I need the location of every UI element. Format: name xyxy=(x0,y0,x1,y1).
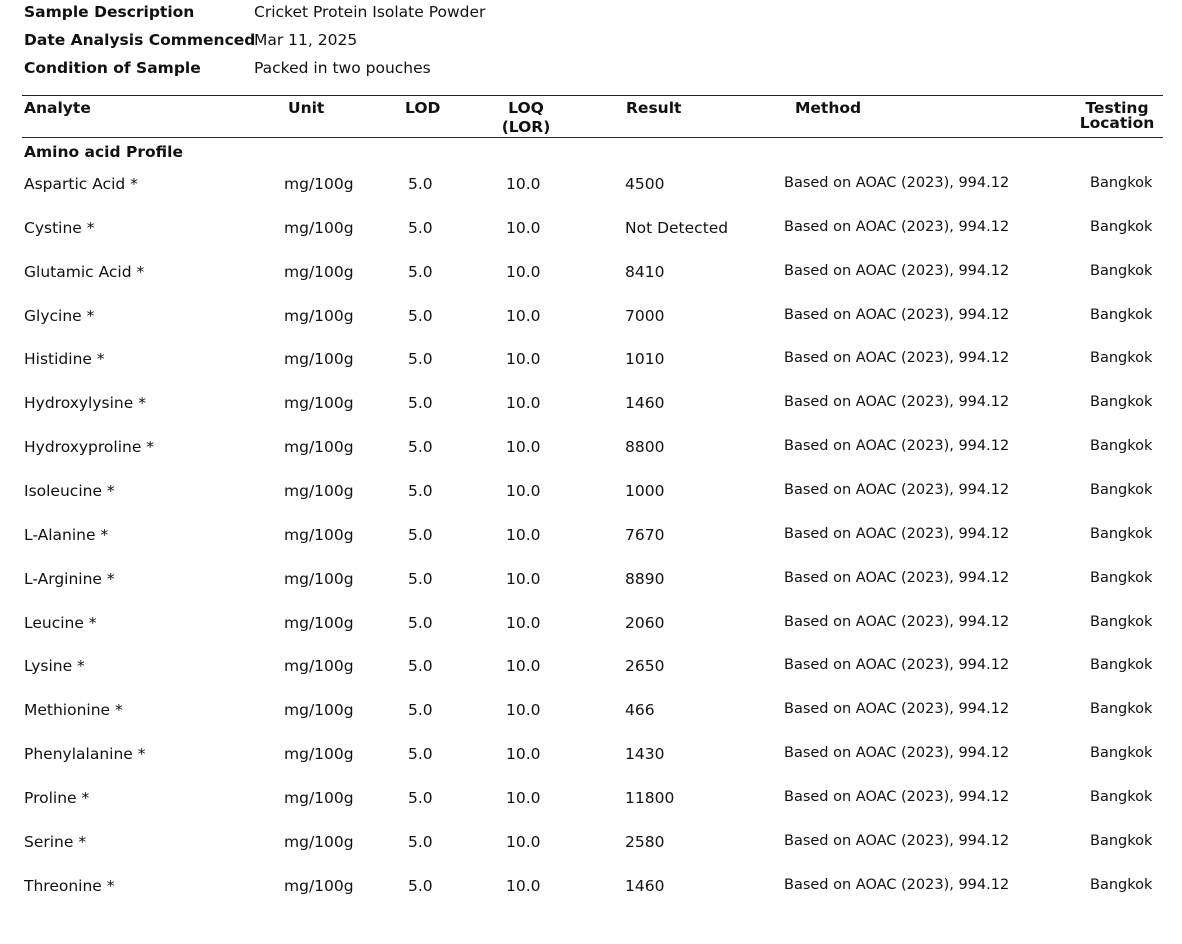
testing-location-cell: Bangkok xyxy=(1090,701,1153,717)
lod-cell: 5.0 xyxy=(408,877,433,895)
lod-cell: 5.0 xyxy=(408,833,433,851)
result-cell: 2580 xyxy=(625,833,665,851)
loq-cell: 10.0 xyxy=(506,219,541,237)
method-cell: Based on AOAC (2023), 994.12 xyxy=(784,175,1010,191)
loq-cell: 10.0 xyxy=(506,175,541,193)
testing-location-cell: Bangkok xyxy=(1090,482,1153,498)
table-row xyxy=(0,219,1182,241)
testing-location-cell: Bangkok xyxy=(1090,833,1153,849)
unit-cell: mg/100g xyxy=(284,307,354,325)
method-cell: Based on AOAC (2023), 994.12 xyxy=(784,701,1010,717)
table-row xyxy=(0,614,1182,636)
analyte-cell: Hydroxylysine * xyxy=(24,394,146,412)
table-row xyxy=(0,438,1182,460)
result-cell: 1010 xyxy=(625,350,665,368)
result-cell: 1000 xyxy=(625,482,665,500)
loq-cell: 10.0 xyxy=(506,833,541,851)
unit-cell: mg/100g xyxy=(284,175,354,193)
lod-cell: 5.0 xyxy=(408,789,433,807)
testing-location-cell: Bangkok xyxy=(1090,219,1153,235)
method-cell: Based on AOAC (2023), 994.12 xyxy=(784,438,1010,454)
table-row xyxy=(0,570,1182,592)
unit-cell: mg/100g xyxy=(284,482,354,500)
header-location-line2: Location xyxy=(1079,114,1155,132)
table-row xyxy=(0,263,1182,285)
analyte-cell: Methionine * xyxy=(24,701,123,719)
table-row xyxy=(0,789,1182,811)
analyte-cell: Leucine * xyxy=(24,614,97,632)
lod-cell: 5.0 xyxy=(408,570,433,588)
testing-location-cell: Bangkok xyxy=(1090,614,1153,630)
loq-cell: 10.0 xyxy=(506,526,541,544)
method-cell: Based on AOAC (2023), 994.12 xyxy=(784,657,1010,673)
lod-cell: 5.0 xyxy=(408,175,433,193)
section-title-amino-acid-profile: Amino acid Profile xyxy=(24,143,183,161)
analyte-cell: Isoleucine * xyxy=(24,482,115,500)
unit-cell: mg/100g xyxy=(284,350,354,368)
result-cell: 8800 xyxy=(625,438,665,456)
analyte-cell: Lysine * xyxy=(24,657,85,675)
testing-location-cell: Bangkok xyxy=(1090,438,1153,454)
loq-cell: 10.0 xyxy=(506,745,541,763)
loq-cell: 10.0 xyxy=(506,263,541,281)
testing-location-cell: Bangkok xyxy=(1090,570,1153,586)
method-cell: Based on AOAC (2023), 994.12 xyxy=(784,570,1010,586)
result-cell: 1460 xyxy=(625,877,665,895)
analyte-cell: L-Arginine * xyxy=(24,570,115,588)
testing-location-cell: Bangkok xyxy=(1090,394,1153,410)
result-cell: 2650 xyxy=(625,657,665,675)
header-testing-location xyxy=(1076,100,1158,131)
unit-cell: mg/100g xyxy=(284,394,354,412)
result-cell: 1460 xyxy=(625,394,665,412)
lod-cell: 5.0 xyxy=(408,307,433,325)
method-cell: Based on AOAC (2023), 994.12 xyxy=(784,745,1010,761)
analyte-cell: Hydroxyproline * xyxy=(24,438,155,456)
loq-cell: 10.0 xyxy=(506,657,541,675)
result-cell: 4500 xyxy=(625,175,665,193)
lod-cell: 5.0 xyxy=(408,350,433,368)
table-row xyxy=(0,657,1182,679)
analyte-cell: Histidine * xyxy=(24,350,105,368)
result-cell: 8410 xyxy=(625,263,665,281)
table-top-rule xyxy=(22,95,1163,96)
table-row xyxy=(0,482,1182,504)
lod-cell: 5.0 xyxy=(408,657,433,675)
analyte-cell: Threonine * xyxy=(24,877,115,895)
table-header-rule xyxy=(22,137,1163,138)
testing-location-cell: Bangkok xyxy=(1090,350,1153,366)
unit-cell: mg/100g xyxy=(284,614,354,632)
analyte-cell: Glutamic Acid * xyxy=(24,263,145,281)
loq-cell: 10.0 xyxy=(506,614,541,632)
result-cell: 7670 xyxy=(625,526,665,544)
method-cell: Based on AOAC (2023), 994.12 xyxy=(784,789,1010,805)
testing-location-cell: Bangkok xyxy=(1090,745,1153,761)
condition-of-sample-label: Condition of Sample xyxy=(24,59,201,77)
loq-cell: 10.0 xyxy=(506,350,541,368)
unit-cell: mg/100g xyxy=(284,701,354,719)
loq-cell: 10.0 xyxy=(506,394,541,412)
result-cell: 7000 xyxy=(625,307,665,325)
analyte-cell: Proline * xyxy=(24,789,90,807)
lod-cell: 5.0 xyxy=(408,394,433,412)
unit-cell: mg/100g xyxy=(284,745,354,763)
result-cell: 2060 xyxy=(625,614,665,632)
table-row xyxy=(0,526,1182,548)
result-cell: 8890 xyxy=(625,570,665,588)
method-cell: Based on AOAC (2023), 994.12 xyxy=(784,526,1010,542)
unit-cell: mg/100g xyxy=(284,657,354,675)
header-loq xyxy=(496,100,556,135)
method-cell: Based on AOAC (2023), 994.12 xyxy=(784,350,1010,366)
date-analysis-label: Date Analysis Commenced xyxy=(24,31,256,49)
testing-location-cell: Bangkok xyxy=(1090,307,1153,323)
table-row xyxy=(0,350,1182,372)
header-unit: Unit xyxy=(288,99,325,117)
header-location-line1: Testing xyxy=(1085,99,1149,117)
header-loq-line1: LOQ xyxy=(508,99,544,117)
unit-cell: mg/100g xyxy=(284,438,354,456)
method-cell: Based on AOAC (2023), 994.12 xyxy=(784,219,1010,235)
method-cell: Based on AOAC (2023), 994.12 xyxy=(784,482,1010,498)
loq-cell: 10.0 xyxy=(506,438,541,456)
header-loq-line2: (LOR) xyxy=(501,118,551,136)
header-method: Method xyxy=(795,99,862,117)
method-cell: Based on AOAC (2023), 994.12 xyxy=(784,307,1010,323)
table-row xyxy=(0,877,1182,899)
loq-cell: 10.0 xyxy=(506,877,541,895)
unit-cell: mg/100g xyxy=(284,833,354,851)
sample-description-label: Sample Description xyxy=(24,3,195,21)
unit-cell: mg/100g xyxy=(284,219,354,237)
unit-cell: mg/100g xyxy=(284,789,354,807)
analyte-cell: Aspartic Acid * xyxy=(24,175,138,193)
result-cell: 1430 xyxy=(625,745,665,763)
lod-cell: 5.0 xyxy=(408,482,433,500)
loq-cell: 10.0 xyxy=(506,482,541,500)
table-row xyxy=(0,394,1182,416)
lod-cell: 5.0 xyxy=(408,526,433,544)
table-row xyxy=(0,745,1182,767)
lod-cell: 5.0 xyxy=(408,438,433,456)
table-row xyxy=(0,833,1182,855)
table-row xyxy=(0,175,1182,197)
lod-cell: 5.0 xyxy=(408,263,433,281)
analyte-cell: Phenylalanine * xyxy=(24,745,146,763)
testing-location-cell: Bangkok xyxy=(1090,175,1153,191)
condition-of-sample-value: Packed in two pouches xyxy=(254,59,431,77)
header-lod: LOD xyxy=(405,99,441,117)
unit-cell: mg/100g xyxy=(284,263,354,281)
loq-cell: 10.0 xyxy=(506,789,541,807)
method-cell: Based on AOAC (2023), 994.12 xyxy=(784,263,1010,279)
loq-cell: 10.0 xyxy=(506,307,541,325)
method-cell: Based on AOAC (2023), 994.12 xyxy=(784,833,1010,849)
unit-cell: mg/100g xyxy=(284,570,354,588)
analyte-cell: Serine * xyxy=(24,833,87,851)
lod-cell: 5.0 xyxy=(408,745,433,763)
testing-location-cell: Bangkok xyxy=(1090,526,1153,542)
header-analyte: Analyte xyxy=(24,99,91,117)
result-cell: 466 xyxy=(625,701,655,719)
testing-location-cell: Bangkok xyxy=(1090,877,1153,893)
header-result: Result xyxy=(626,99,682,117)
testing-location-cell: Bangkok xyxy=(1090,263,1153,279)
unit-cell: mg/100g xyxy=(284,877,354,895)
method-cell: Based on AOAC (2023), 994.12 xyxy=(784,877,1010,893)
testing-location-cell: Bangkok xyxy=(1090,789,1153,805)
table-row xyxy=(0,701,1182,723)
table-row xyxy=(0,307,1182,329)
sample-description-value: Cricket Protein Isolate Powder xyxy=(254,3,486,21)
method-cell: Based on AOAC (2023), 994.12 xyxy=(784,614,1010,630)
loq-cell: 10.0 xyxy=(506,701,541,719)
lod-cell: 5.0 xyxy=(408,701,433,719)
analyte-cell: Cystine * xyxy=(24,219,95,237)
testing-location-cell: Bangkok xyxy=(1090,657,1153,673)
lod-cell: 5.0 xyxy=(408,219,433,237)
loq-cell: 10.0 xyxy=(506,570,541,588)
unit-cell: mg/100g xyxy=(284,526,354,544)
result-cell: 11800 xyxy=(625,789,675,807)
analyte-cell: Glycine * xyxy=(24,307,95,325)
method-cell: Based on AOAC (2023), 994.12 xyxy=(784,394,1010,410)
date-analysis-value: Mar 11, 2025 xyxy=(254,31,358,49)
analyte-cell: L-Alanine * xyxy=(24,526,109,544)
result-cell: Not Detected xyxy=(625,219,729,237)
lod-cell: 5.0 xyxy=(408,614,433,632)
